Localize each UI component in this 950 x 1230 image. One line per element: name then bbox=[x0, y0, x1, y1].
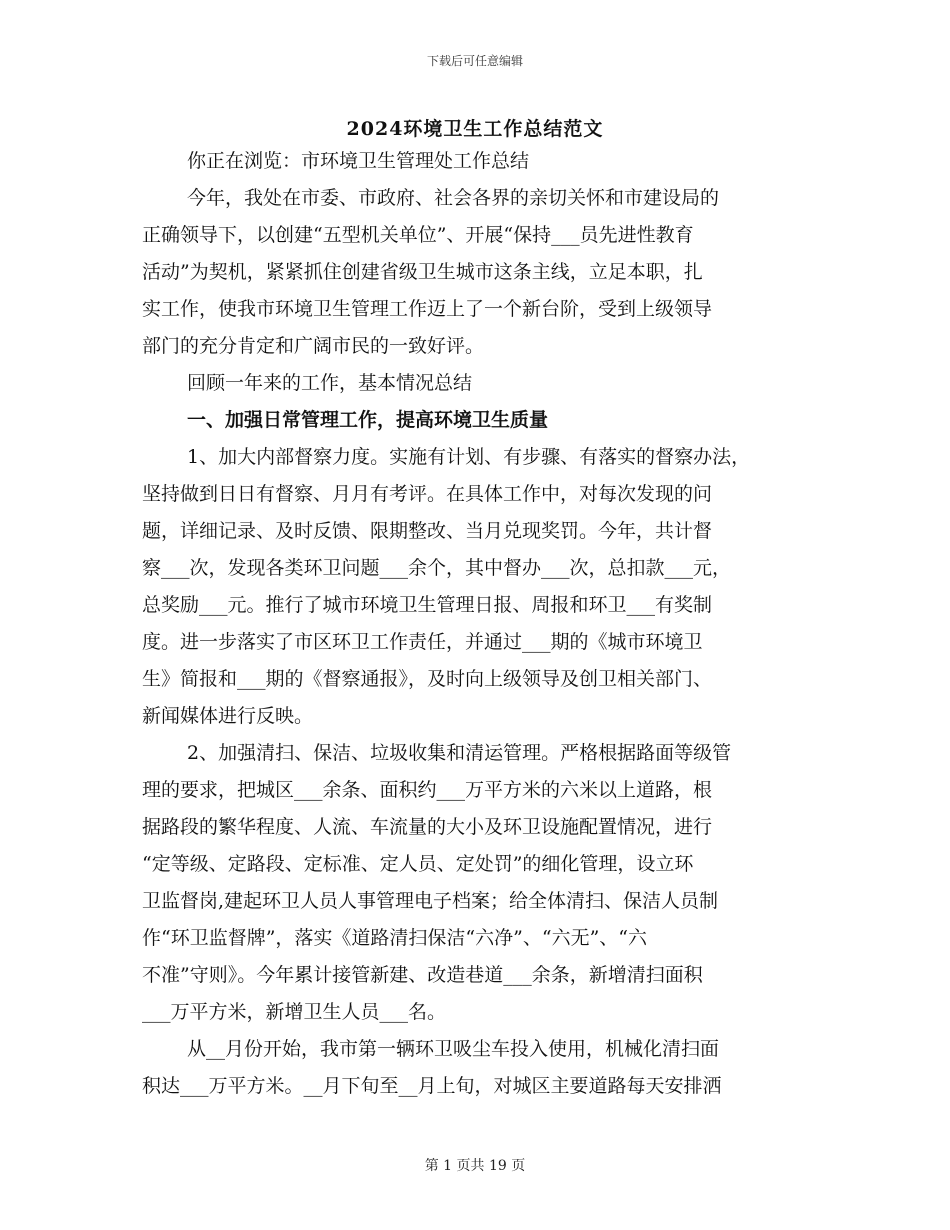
document-body bbox=[142, 143, 822, 1105]
section-heading: 一、加强日常管理工作，提高环境卫生质量 bbox=[187, 409, 549, 431]
header-note: 下载后可任意编辑 bbox=[426, 54, 523, 68]
body-line: 从__月份开始，我市第一辆环卫吸尘车投入使用，机械化清扫面 bbox=[187, 1038, 720, 1060]
document-title: 2024环境卫生工作总结范文 bbox=[346, 118, 604, 140]
body-line: 实工作，使我市环境卫生管理工作迈上了一个新台阶，受到上级领导 bbox=[142, 298, 713, 320]
body-line: 察___次，发现各类环卫问题___余个，其中督办___次，总扣款___元， bbox=[142, 557, 732, 579]
body-line: 作“环卫监督牌”，落实《道路清扫保洁“六净”、“六无”、“六 bbox=[142, 927, 647, 949]
body-line: 正确领导下，以创建“五型机关单位”、开展“保持___员先进性教育 bbox=[142, 224, 694, 246]
body-line: 生》简报和___期的《督察通报》，及时向上级领导及创卫相关部门、 bbox=[142, 668, 713, 690]
body-line: ___万平方米，新增卫生人员___名。 bbox=[142, 1001, 447, 1023]
body-line: 坚持做到日日有督察、月月有考评。在具体工作中，对每次发现的问 bbox=[142, 483, 713, 505]
body-line: 卫监督岗,建起环卫人员人事管理电子档案；给全体清扫、保洁人员制 bbox=[142, 890, 719, 912]
body-line: 你正在浏览：市环境卫生管理处工作总结 bbox=[187, 150, 530, 172]
body-line: 题，详细记录、及时反馈、限期整改、当月兑现奖罚。今年，共计督 bbox=[142, 520, 713, 542]
body-line: 理的要求，把城区___余条、面积约___万平方米的六米以上道路，根 bbox=[142, 779, 713, 801]
body-line: 总奖励___元。推行了城市环境卫生管理日报、周报和环卫___有奖制 bbox=[142, 594, 713, 616]
body-line: 2、加强清扫、保洁、垃圾收集和清运管理。严格根据路面等级管 bbox=[187, 742, 732, 764]
body-line: 1、加大内部督察力度。实施有计划、有步骤、有落实的督察办法， bbox=[187, 446, 751, 468]
body-line: 据路段的繁华程度、人流、车流量的大小及环卫设施配置情况，进行 bbox=[142, 816, 713, 838]
body-line: 回顾一年来的工作，基本情况总结 bbox=[187, 372, 473, 394]
body-line: 积达___万平方米。__月下旬至__月上旬，对城区主要道路每天安排洒 bbox=[142, 1075, 722, 1097]
body-line: 度。进一步落实了市区环卫工作责任，并通过___期的《城市环境卫 bbox=[142, 631, 703, 653]
body-line: “定等级、定路段、定标准、定人员、定处罚”的细化管理，设立环 bbox=[142, 853, 694, 875]
body-line: 今年，我处在市委、市政府、社会各界的亲切关怀和市建设局的 bbox=[187, 187, 720, 209]
body-line: 新闻媒体进行反映。 bbox=[142, 705, 314, 727]
body-line: 活动”为契机，紧紧抓住创建省级卫生城市这条主线，立足本职，扎 bbox=[142, 261, 703, 283]
body-line: 不准”守则》。今年累计接管新建、改造巷道___余条，新增清扫面积 bbox=[142, 964, 703, 986]
page-footer: 第 1 页共 19 页 bbox=[424, 1158, 526, 1174]
body-line: 部门的充分肯定和广阔市民的一致好评。 bbox=[142, 335, 485, 357]
